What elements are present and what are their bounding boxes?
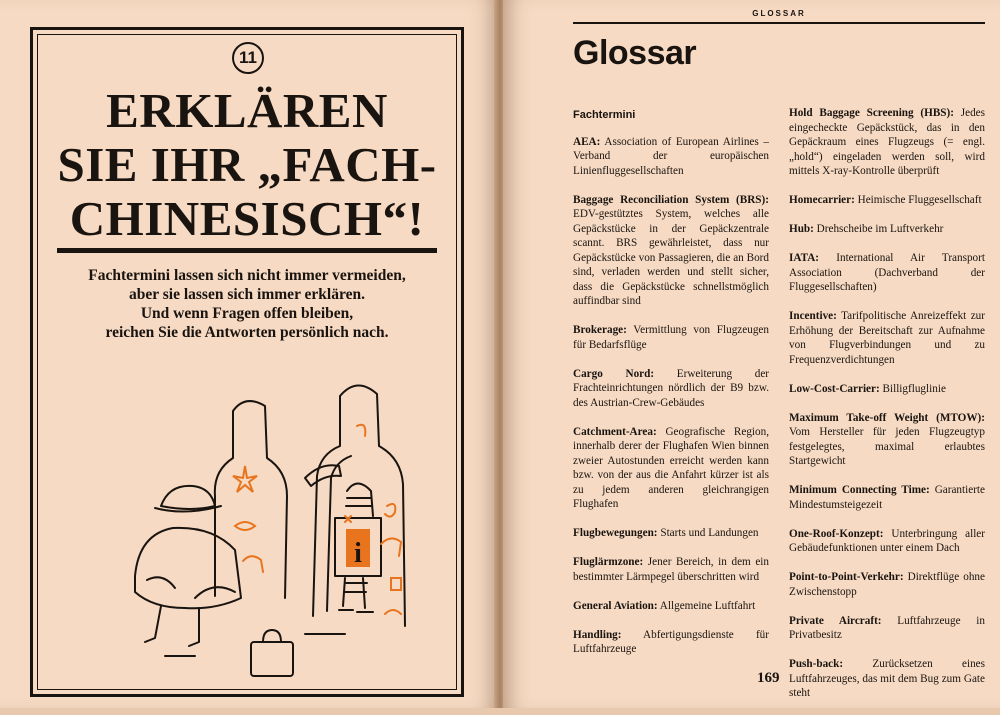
glossary-entry <box>789 527 985 556</box>
bottle-sign-left <box>215 401 287 598</box>
explorer-legs <box>145 606 199 646</box>
glossary-term: Cargo Nord: <box>573 367 655 380</box>
headline-rule <box>57 248 437 253</box>
glossary-entry <box>573 555 769 584</box>
glossary-entry <box>789 614 985 643</box>
glossary-definition: Zurücksetzen eines Luftfahrzeuges, das mit dem Bug zum Gate steht <box>789 658 985 699</box>
glossary-definition: Billigfluglinie <box>879 382 946 395</box>
glossary-term: Homecarrier: <box>789 194 855 206</box>
glossary-column-right <box>789 106 985 715</box>
glossary-entry <box>789 251 985 295</box>
glossary-term: Low-Cost-Carrier: <box>789 382 880 395</box>
glossary-definition: Direktflüge ohne Zwischenstopp <box>789 571 985 598</box>
glossary-entry <box>789 411 985 469</box>
info-letter: i <box>354 538 362 569</box>
glossary-term: One-Roof-Konzept: <box>789 527 884 540</box>
glossary-definition: Erweiterung der Frachteinrichtungen nördlich der B9 bzw. des Austrian-Crew-Gebäudes <box>573 367 770 409</box>
headline <box>43 84 451 246</box>
glossary-definition: Association of European Airlines – Verband der europäischen Linienfluggesellschaften <box>573 135 769 177</box>
intro-line: Und wenn Fragen offen bleiben, <box>140 305 354 322</box>
glossary-term: Private Aircraft: <box>789 614 882 627</box>
glossary-definition: Geografische Region, innerhalb derer der Flughafen Wien binnen zweier Autostunden erreicht werden kann bzw. von der aus die Anfahrt kürzer ist als zu jedem anderen gleichrangigen Flughafen <box>573 425 769 510</box>
glossary-entry <box>573 526 769 541</box>
glyph-bird <box>243 556 263 572</box>
glossary-term: AEA: <box>573 135 601 148</box>
glossary-entry <box>789 193 985 208</box>
glossary-entry <box>573 599 769 614</box>
glyph-bird2 <box>381 538 401 556</box>
glyph-swirl <box>385 504 395 517</box>
intro-line: aber sie lassen sich immer erklären. <box>129 286 365 303</box>
page-frame <box>30 27 464 697</box>
explorer-body <box>135 528 241 608</box>
headline-line: CHINESISCH“! <box>69 191 425 246</box>
glyph-hook <box>357 425 365 436</box>
glossary-entry <box>789 483 985 512</box>
running-head-rule <box>573 22 985 24</box>
glossary-entry <box>789 222 985 237</box>
glossary-definition: Jener Bereich, in dem ein bestimmter Lärmpegel überschritten wird <box>573 556 769 583</box>
glossary-term: IATA: <box>789 252 820 264</box>
glossary-definition: Garantierte Mindestumsteigezeit <box>789 484 985 511</box>
running-head: GLOSSAR <box>752 9 806 18</box>
glossary-definition: International Air Transport Association (Dachverband der Fluggesellschaften) <box>789 252 985 293</box>
glossary-entry <box>789 657 985 701</box>
glyph-rope <box>385 610 401 614</box>
glossary-definition: Tarifpolitische Anreizeffekt zur Erhöhung der Bereitschaft zur Aufnahme von Flugverbindungen und zu Frequenzverdichtungen <box>789 310 985 366</box>
glossary-entry <box>789 382 985 397</box>
glossary-entry <box>789 309 985 367</box>
glossary-term: Hold Baggage Screening (HBS): <box>789 107 954 119</box>
chapter-number: 11 <box>232 42 264 74</box>
glossary-term: Catchment-Area: <box>573 425 657 438</box>
section-heading: Fachtermini <box>573 109 636 121</box>
glossary-definition: Starts und Landungen <box>657 527 759 539</box>
left-page <box>0 0 497 708</box>
suitcase <box>251 642 293 676</box>
glossary-term: Maximum Take-off Weight (MTOW): <box>789 411 985 424</box>
glossary-entry <box>573 628 769 657</box>
glossary-term: Handling: <box>573 628 622 641</box>
headline-line: SIE IHR „FACH- <box>57 137 437 192</box>
glossary-entry <box>789 106 985 179</box>
glossary-definition: Vermittlung von Flugzeugen für Bedarfsflüge <box>573 324 769 351</box>
glossary-definition: EDV-gestütztes System, welches alle Gepäckstücke in der Gepäckzentrale scannt. BRS gewährleistet, dass nur Gepäckstücke von Passagieren, die an Bord sind, verladen werden und stellt sicher, dass die Gepäckstücke schnellstmöglich auffindbar sind <box>573 208 769 307</box>
explorer-hat <box>161 486 215 509</box>
glossary-column-left <box>573 108 769 671</box>
glossary-definition: Allgemeine Luftfahrt <box>657 599 756 612</box>
glossary-definition: Jedes eingecheckte Gepäckstück, das in den Gepäckraum eines Flugzeugs (= engl. „hold“) eingeladen werden soll, wird mittels X-ray-Kontrolle überprüft <box>789 107 985 177</box>
glossary-term: Brokerage: <box>573 324 627 336</box>
glossary-entry <box>573 323 769 352</box>
glossary-definition: Luftfahrzeuge in Privatbesitz <box>789 614 985 641</box>
glossary-term: Push-back: <box>789 658 844 670</box>
glossary-definition: Drehscheibe im Luftverkehr <box>813 223 944 235</box>
glossary-definition: Abfertigungsdienste für Luftfahrzeuge <box>573 628 769 655</box>
intro-line: Fachtermini lassen sich nicht immer vermeiden, <box>88 267 406 284</box>
glossary-term: General Aviation: <box>573 599 658 612</box>
glossary-term: Hub: <box>789 223 814 235</box>
glossary-term: Baggage Reconciliation System (BRS): <box>573 193 769 206</box>
page-number: 169 <box>757 670 780 686</box>
glossary-entry <box>573 425 769 512</box>
glossary-entry <box>573 367 769 411</box>
glossary-term: Point-to-Point-Verkehr: <box>789 571 904 583</box>
headline-line: ERKLÄREN <box>106 83 388 138</box>
intro-line: reichen Sie die Antworten persönlich nach. <box>105 324 389 341</box>
glyph-eye <box>235 522 255 530</box>
glossary-definition: Heimische Fluggesellschaft <box>854 194 982 206</box>
intro-text <box>43 266 451 342</box>
glossary-term: Fluglärmzone: <box>573 556 644 568</box>
glossary-entry <box>573 135 769 179</box>
glossary-term: Incentive: <box>789 310 837 322</box>
glossary-entry <box>789 570 985 599</box>
glossary-entry <box>573 193 769 309</box>
page-title: Glossar <box>573 34 697 72</box>
glossary-definition: Unterbringung aller Gebäudefunktionen unter einem Dach <box>789 527 985 554</box>
glyph-box <box>391 578 401 590</box>
glossary-term: Minimum Connecting Time: <box>789 484 930 496</box>
illustration <box>95 366 415 686</box>
glyph-star <box>233 466 257 492</box>
glossary-term: Flugbewegungen: <box>573 527 658 539</box>
glossary-definition: Vom Hersteller für jeden Flugzeugtyp festgelegtes, maximal erlaubtes Startgewicht <box>789 426 985 467</box>
